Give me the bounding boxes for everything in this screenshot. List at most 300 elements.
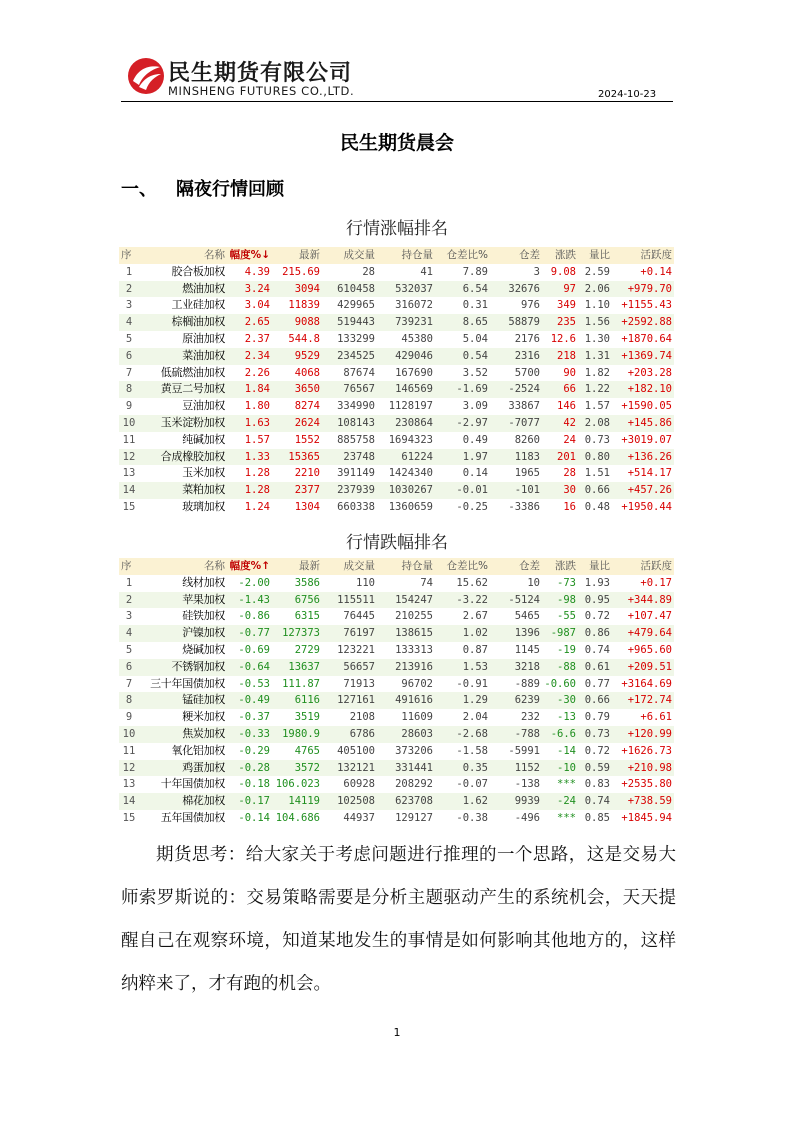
- table-cell-oipct: 0.31: [462, 299, 488, 312]
- table-cell-ratio: 1.30: [584, 332, 610, 345]
- table-cell-pct: 1.63: [244, 416, 270, 429]
- table-cell-vol: 44937: [343, 811, 375, 824]
- table-cell-no: 10: [122, 727, 136, 740]
- table-cell-last: 2210: [294, 467, 320, 480]
- table-cell-oipct: -2.97: [456, 416, 488, 429]
- table-cell-pct: 2.34: [244, 349, 270, 362]
- table-cell-chg: ***: [557, 811, 576, 824]
- table-cell-oipct: 8.65: [462, 316, 488, 329]
- table-cell-name: 十年国债加权: [160, 777, 225, 791]
- table-row[interactable]: [119, 760, 674, 777]
- table-cell-ratio: 0.59: [584, 761, 610, 774]
- col-header[interactable]: 名称: [204, 560, 225, 572]
- table-cell-pct: -0.18: [238, 778, 270, 791]
- table-cell-pct: -0.33: [238, 727, 270, 740]
- table-cell-no: 5: [125, 643, 133, 656]
- table-cell-vol: 2108: [349, 711, 375, 724]
- table-cell-oipct: 1.29: [462, 694, 488, 707]
- table-cell-chg: -98: [557, 593, 576, 606]
- table-cell-oipct: -1.58: [456, 744, 488, 757]
- table-cell-name: 硅铁加权: [182, 609, 225, 623]
- table-cell-no: 4: [125, 627, 133, 640]
- table-cell-oi: 28603: [401, 727, 433, 740]
- gainers-caption: 行情涨幅排名: [346, 219, 448, 239]
- table-cell-oi: 133313: [395, 643, 433, 656]
- table-cell-chg: 24: [563, 433, 576, 446]
- table-cell-pct: 1.84: [244, 383, 270, 396]
- table-cell-act: +1369.74: [621, 349, 672, 362]
- table-cell-last: 127373: [282, 627, 320, 640]
- table-cell-act: +203.28: [627, 366, 672, 379]
- table-cell-act: +457.26: [627, 484, 672, 497]
- table-cell-oid: -2524: [508, 383, 540, 396]
- table-cell-ratio: 2.08: [584, 416, 610, 429]
- table-cell-last: 544.8: [288, 332, 320, 345]
- col-header[interactable]: 量比: [589, 249, 610, 261]
- table-cell-chg: -14: [557, 744, 576, 757]
- table-cell-last: 3094: [294, 282, 320, 295]
- table-cell-ratio: 1.56: [584, 316, 610, 329]
- table-cell-oid: 232: [521, 711, 540, 724]
- table-cell-oid: 9939: [514, 795, 540, 808]
- table-cell-oipct: 5.04: [462, 332, 488, 345]
- table-cell-oipct: 0.35: [462, 761, 488, 774]
- table-cell-oi: 1360659: [388, 500, 433, 513]
- table-cell-oi: 210255: [395, 610, 433, 623]
- col-header[interactable]: 序: [121, 560, 132, 572]
- table-cell-vol: 102508: [337, 795, 375, 808]
- table-cell-oi: 213916: [395, 660, 433, 673]
- table-cell-oi: 129127: [395, 811, 433, 824]
- table-cell-act: +965.60: [627, 643, 672, 656]
- table-cell-oi: 331441: [395, 761, 433, 774]
- table-cell-oipct: 0.87: [462, 643, 488, 656]
- table-cell-ratio: 0.74: [584, 795, 610, 808]
- col-header[interactable]: 涨跌: [555, 560, 576, 572]
- table-cell-oid: 3: [533, 265, 540, 278]
- table-cell-vol: 234525: [337, 349, 375, 362]
- table-cell-act: +1155.43: [621, 299, 672, 312]
- table-cell-pct: 1.24: [244, 500, 270, 513]
- section-number: 一、: [121, 179, 157, 200]
- table-cell-name: 苹果加权: [182, 592, 225, 606]
- table-cell-name: 豆油加权: [182, 399, 225, 413]
- table-cell-act: +1950.44: [621, 500, 672, 513]
- company-logo-icon: [127, 57, 165, 95]
- table-row[interactable]: [119, 793, 674, 810]
- col-header[interactable]: 仓差: [519, 249, 540, 261]
- table-cell-oi: 154247: [395, 593, 433, 606]
- table-cell-pct: 1.57: [244, 433, 270, 446]
- table-cell-vol: 132121: [337, 761, 375, 774]
- table-cell-last: 13637: [288, 660, 320, 673]
- table-cell-act: +3164.69: [621, 677, 672, 690]
- table-cell-vol: 76567: [343, 383, 375, 396]
- table-cell-oipct: -0.25: [456, 500, 488, 513]
- table-cell-name: 不锈钢加权: [171, 659, 225, 673]
- company-name-en: MINSHENG FUTURES CO.,LTD.: [168, 84, 355, 98]
- table-cell-ratio: 1.57: [584, 400, 610, 413]
- table-cell-last: 1304: [294, 500, 320, 513]
- table-cell-oi: 316072: [395, 299, 433, 312]
- table-cell-vol: 108143: [337, 416, 375, 429]
- table-cell-oid: -788: [514, 727, 540, 740]
- table-row[interactable]: [119, 692, 674, 709]
- table-cell-last: 9088: [294, 316, 320, 329]
- col-header[interactable]: 最新: [299, 249, 320, 261]
- table-row[interactable]: [119, 465, 674, 482]
- table-cell-chg: 16: [563, 500, 576, 513]
- table-cell-oid: -889: [514, 677, 540, 690]
- table-cell-act: +1870.64: [621, 332, 672, 345]
- table-row[interactable]: [119, 348, 674, 365]
- table-cell-no: 8: [125, 383, 133, 396]
- col-header[interactable]: 仓差: [519, 560, 540, 572]
- table-cell-oid: 2316: [514, 349, 540, 362]
- table-cell-oid: 1183: [514, 450, 540, 463]
- table-cell-oid: -5991: [508, 744, 540, 757]
- table-cell-vol: 28: [362, 265, 375, 278]
- table-cell-name: 鸡蛋加权: [182, 760, 225, 774]
- table-cell-chg: 349: [557, 299, 576, 312]
- table-cell-act: +145.86: [627, 416, 672, 429]
- table-cell-name: 三十年国债加权: [150, 676, 225, 690]
- table-cell-ratio: 1.51: [584, 467, 610, 480]
- table-row[interactable]: [119, 575, 674, 592]
- table-cell-chg: 12.6: [550, 332, 576, 345]
- table-cell-last: 6116: [294, 694, 320, 707]
- table-cell-oipct: 0.49: [462, 433, 488, 446]
- table-cell-name: 锰硅加权: [182, 693, 225, 707]
- table-cell-name: 合成橡胶加权: [160, 449, 225, 463]
- table-cell-chg: 97: [563, 282, 576, 295]
- table-row[interactable]: [119, 297, 674, 314]
- table-cell-chg: 90: [563, 366, 576, 379]
- table-cell-act: +344.89: [627, 593, 672, 606]
- table-cell-name: 棉花加权: [182, 794, 225, 808]
- table-cell-act: +3019.07: [621, 433, 672, 446]
- col-header[interactable]: 仓差比%: [446, 560, 488, 572]
- table-cell-pct: 1.28: [244, 484, 270, 497]
- table-cell-ratio: 0.79: [584, 711, 610, 724]
- table-cell-pct: 2.26: [244, 366, 270, 379]
- table-cell-last: 111.87: [282, 677, 320, 690]
- table-row[interactable]: [119, 499, 674, 516]
- gainers-table: [119, 247, 674, 516]
- table-cell-chg: 235: [557, 316, 576, 329]
- table-row[interactable]: [119, 264, 674, 281]
- table-cell-oid: 5465: [514, 610, 540, 623]
- table-cell-ratio: 1.82: [584, 366, 610, 379]
- col-header[interactable]: 仓差比%: [446, 249, 488, 261]
- table-cell-ratio: 2.06: [584, 282, 610, 295]
- table-cell-no: 2: [125, 282, 133, 295]
- table-row[interactable]: [119, 709, 674, 726]
- table-cell-no: 1: [125, 265, 133, 278]
- table-cell-oi: 45380: [401, 332, 433, 345]
- table-cell-ratio: 0.66: [584, 694, 610, 707]
- table-cell-oi: 1424340: [388, 467, 433, 480]
- table-cell-chg: -0.60: [544, 677, 576, 690]
- table-cell-act: +1626.73: [621, 744, 672, 757]
- table-cell-pct: -0.29: [238, 744, 270, 757]
- table-cell-oid: 6239: [514, 694, 540, 707]
- table-cell-oi: 429046: [395, 349, 433, 362]
- table-cell-name: 原油加权: [182, 331, 225, 345]
- table-cell-chg: -24: [557, 795, 576, 808]
- table-cell-oipct: 2.04: [462, 711, 488, 724]
- table-cell-ratio: 0.61: [584, 660, 610, 673]
- table-row[interactable]: [119, 381, 674, 398]
- table-cell-last: 106.023: [275, 778, 320, 791]
- table-cell-vol: 885758: [337, 433, 375, 446]
- table-cell-pct: -0.69: [238, 643, 270, 656]
- table-row[interactable]: [119, 398, 674, 415]
- col-header[interactable]: 持仓量: [401, 560, 433, 572]
- table-cell-name: 玻璃加权: [182, 499, 225, 513]
- table-cell-oi: 491616: [395, 694, 433, 707]
- table-cell-last: 8274: [294, 400, 320, 413]
- table-cell-last: 4765: [294, 744, 320, 757]
- table-header-row: [119, 558, 674, 575]
- table-cell-no: 6: [125, 349, 133, 362]
- table-cell-no: 1: [125, 576, 133, 589]
- table-cell-ratio: 0.83: [584, 778, 610, 791]
- table-cell-oid: 1145: [514, 643, 540, 656]
- table-cell-chg: -19: [557, 643, 576, 656]
- table-cell-no: 7: [125, 366, 133, 379]
- table-cell-last: 15365: [288, 450, 320, 463]
- table-cell-name: 烧碱加权: [182, 642, 225, 656]
- table-cell-name: 粳米加权: [182, 710, 225, 724]
- table-cell-no: 12: [122, 450, 136, 463]
- table-cell-pct: -0.49: [238, 694, 270, 707]
- col-header[interactable]: 活跃度: [640, 560, 672, 572]
- table-cell-name: 焦炭加权: [182, 726, 225, 740]
- table-cell-no: 11: [122, 433, 136, 446]
- table-row[interactable]: [119, 365, 674, 382]
- table-row[interactable]: [119, 776, 674, 793]
- table-cell-name: 黄豆二号加权: [160, 382, 225, 396]
- table-cell-no: 2: [125, 593, 133, 606]
- table-cell-oid: 976: [521, 299, 540, 312]
- table-cell-no: 4: [125, 316, 133, 329]
- col-header[interactable]: 名称: [204, 249, 225, 261]
- table-cell-pct: 2.37: [244, 332, 270, 345]
- table-cell-oi: 623708: [395, 795, 433, 808]
- table-cell-oipct: 3.09: [462, 400, 488, 413]
- table-cell-ratio: 0.86: [584, 627, 610, 640]
- table-cell-act: +182.10: [627, 383, 672, 396]
- col-header[interactable]: 量比: [589, 560, 610, 572]
- table-row[interactable]: [119, 432, 674, 449]
- table-cell-oipct: 0.54: [462, 349, 488, 362]
- table-cell-no: 5: [125, 332, 133, 345]
- table-cell-ratio: 0.85: [584, 811, 610, 824]
- table-cell-oipct: 0.14: [462, 467, 488, 480]
- table-cell-oi: 532037: [395, 282, 433, 295]
- table-cell-oid: 33867: [508, 400, 540, 413]
- table-cell-chg: -88: [557, 660, 576, 673]
- table-cell-oi: 1694323: [388, 433, 433, 446]
- table-cell-chg: -6.6: [550, 727, 576, 740]
- table-row[interactable]: [119, 726, 674, 743]
- table-cell-last: 3519: [294, 711, 320, 724]
- table-cell-pct: -2.00: [238, 576, 270, 589]
- table-cell-oid: 8260: [514, 433, 540, 446]
- losers-caption: 行情跌幅排名: [346, 533, 448, 553]
- sorted-col-header[interactable]: 幅度%↓: [229, 249, 270, 261]
- col-header[interactable]: 序: [121, 249, 132, 261]
- table-cell-vol: 519443: [337, 316, 375, 329]
- table-cell-act: +2535.80: [621, 778, 672, 791]
- table-cell-chg: -30: [557, 694, 576, 707]
- table-cell-last: 9529: [294, 349, 320, 362]
- table-cell-oid: 5700: [514, 366, 540, 379]
- table-cell-pct: 2.65: [244, 316, 270, 329]
- col-header[interactable]: 成交量: [343, 249, 375, 261]
- table-header-row: [119, 247, 674, 264]
- table-cell-oipct: 1.53: [462, 660, 488, 673]
- table-cell-oipct: 7.89: [462, 265, 488, 278]
- table-cell-ratio: 0.95: [584, 593, 610, 606]
- table-cell-no: 14: [122, 795, 136, 808]
- table-cell-oi: 1128197: [388, 400, 433, 413]
- table-row[interactable]: [119, 642, 674, 659]
- table-cell-chg: -13: [557, 711, 576, 724]
- table-cell-vol: 56657: [343, 660, 375, 673]
- table-cell-no: 8: [125, 694, 133, 707]
- table-cell-ratio: 0.74: [584, 643, 610, 656]
- table-row[interactable]: [119, 659, 674, 676]
- table-cell-name: 工业硅加权: [171, 298, 225, 312]
- table-cell-act: +1845.94: [621, 811, 672, 824]
- table-cell-pct: 3.24: [244, 282, 270, 295]
- table-cell-oi: 373206: [395, 744, 433, 757]
- table-cell-chg: 28: [563, 467, 576, 480]
- table-cell-act: +6.61: [640, 711, 672, 724]
- table-row[interactable]: [119, 810, 674, 827]
- table-cell-no: 13: [122, 778, 136, 791]
- table-cell-oid: 2176: [514, 332, 540, 345]
- table-cell-oipct: 1.62: [462, 795, 488, 808]
- table-cell-act: +1590.05: [621, 400, 672, 413]
- table-cell-no: 9: [125, 400, 133, 413]
- table-row[interactable]: [119, 281, 674, 298]
- table-cell-oi: 1030267: [388, 484, 433, 497]
- table-cell-oipct: -3.22: [456, 593, 488, 606]
- table-cell-pct: 1.80: [244, 400, 270, 413]
- col-header[interactable]: 涨跌: [555, 249, 576, 261]
- col-header[interactable]: 持仓量: [401, 249, 433, 261]
- table-cell-oipct: 6.54: [462, 282, 488, 295]
- table-cell-last: 2624: [294, 416, 320, 429]
- table-cell-oipct: 2.67: [462, 610, 488, 623]
- table-cell-chg: -987: [550, 627, 576, 640]
- table-cell-last: 4068: [294, 366, 320, 379]
- table-cell-last: 3572: [294, 761, 320, 774]
- table-cell-last: 6315: [294, 610, 320, 623]
- table-cell-name: 胶合板加权: [171, 264, 225, 278]
- table-cell-ratio: 1.93: [584, 576, 610, 589]
- table-cell-name: 低硫燃油加权: [160, 365, 225, 379]
- table-cell-name: 氧化铝加权: [171, 743, 225, 757]
- table-cell-no: 12: [122, 761, 136, 774]
- table-cell-pct: -0.28: [238, 761, 270, 774]
- table-row[interactable]: [119, 608, 674, 625]
- table-cell-act: +120.99: [627, 727, 672, 740]
- col-header[interactable]: 活跃度: [640, 249, 672, 261]
- table-cell-ratio: 0.77: [584, 677, 610, 690]
- table-cell-name: 玉米加权: [182, 466, 225, 480]
- table-cell-act: +136.26: [627, 450, 672, 463]
- table-cell-name: 五年国债加权: [160, 810, 225, 824]
- table-cell-oi: 96702: [401, 677, 433, 690]
- col-header[interactable]: 最新: [299, 560, 320, 572]
- table-row[interactable]: [119, 625, 674, 642]
- table-cell-chg: 66: [563, 383, 576, 396]
- table-row[interactable]: [119, 314, 674, 331]
- table-cell-oi: 230864: [395, 416, 433, 429]
- table-cell-last: 2729: [294, 643, 320, 656]
- table-cell-last: 3650: [294, 383, 320, 396]
- table-cell-last: 1552: [294, 433, 320, 446]
- table-cell-vol: 71913: [343, 677, 375, 690]
- table-cell-ratio: 2.59: [584, 265, 610, 278]
- table-cell-chg: 146: [557, 400, 576, 413]
- table-cell-ratio: 0.73: [584, 727, 610, 740]
- table-cell-vol: 133299: [337, 332, 375, 345]
- table-row[interactable]: [119, 676, 674, 693]
- table-row[interactable]: [119, 449, 674, 466]
- sorted-col-header[interactable]: 幅度%↑: [229, 560, 270, 572]
- table-cell-no: 10: [122, 416, 136, 429]
- table-cell-vol: 334990: [337, 400, 375, 413]
- table-cell-chg: 201: [557, 450, 576, 463]
- table-cell-act: +0.14: [640, 265, 672, 278]
- table-row[interactable]: [119, 592, 674, 609]
- table-cell-vol: 60928: [343, 778, 375, 791]
- table-row[interactable]: [119, 331, 674, 348]
- table-cell-pct: 1.28: [244, 467, 270, 480]
- table-cell-no: 7: [125, 677, 133, 690]
- table-cell-oid: -496: [514, 811, 540, 824]
- table-row[interactable]: [119, 415, 674, 432]
- table-cell-no: 3: [125, 610, 133, 623]
- col-header[interactable]: 成交量: [343, 560, 375, 572]
- table-cell-chg: -55: [557, 610, 576, 623]
- table-cell-oid: 32676: [508, 282, 540, 295]
- table-cell-vol: 660338: [337, 500, 375, 513]
- table-cell-last: 2377: [294, 484, 320, 497]
- table-cell-oid: 10: [527, 576, 540, 589]
- table-cell-last: 1980.9: [282, 727, 320, 740]
- table-cell-chg: ***: [557, 778, 576, 791]
- table-cell-oid: -138: [514, 778, 540, 791]
- table-cell-act: +2592.88: [621, 316, 672, 329]
- table-cell-name: 菜粕加权: [182, 483, 225, 497]
- table-cell-no: 6: [125, 660, 133, 673]
- table-row[interactable]: [119, 743, 674, 760]
- table-row[interactable]: [119, 482, 674, 499]
- header-date: 2024-10-23: [598, 89, 657, 100]
- table-cell-ratio: 1.31: [584, 349, 610, 362]
- table-cell-name: 线材加权: [182, 575, 225, 589]
- table-cell-vol: 610458: [337, 282, 375, 295]
- table-cell-vol: 391149: [337, 467, 375, 480]
- table-cell-ratio: 1.10: [584, 299, 610, 312]
- table-cell-last: 11839: [288, 299, 320, 312]
